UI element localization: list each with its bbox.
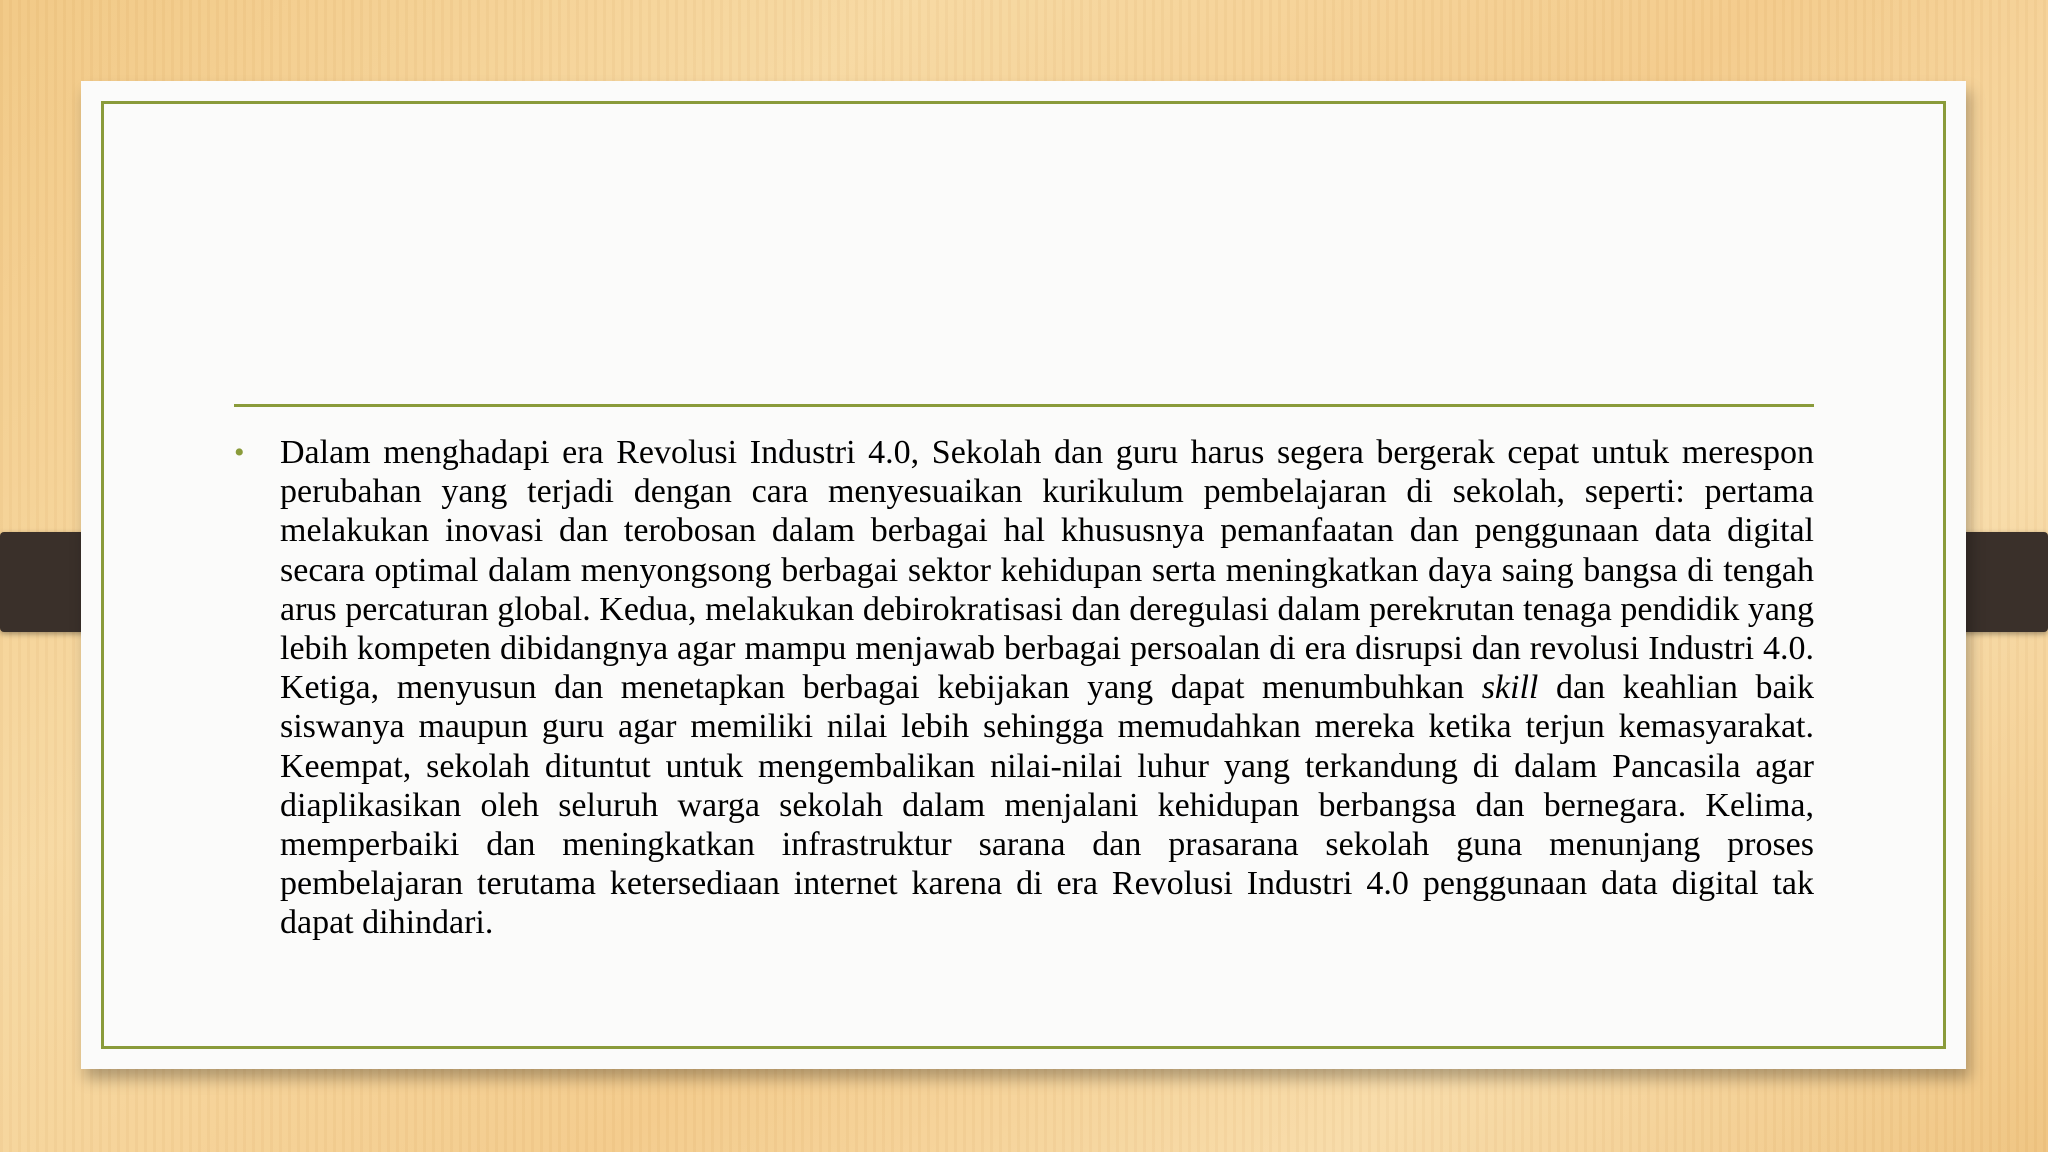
slide-content	[234, 433, 1814, 943]
slide-card	[81, 81, 1966, 1069]
paragraph-italic-term: skill	[1481, 669, 1539, 707]
title-divider-line	[234, 404, 1814, 407]
bullet-paragraph	[280, 433, 1814, 943]
bullet-item	[234, 433, 1814, 943]
paragraph-text-start: Dalam menghadapi era Revolusi Industri 4.0, Sekolah dan guru harus segera bergerak cepat untuk merespon perubahan yang terjadi dengan cara menyesuaikan kurikulum pembelajaran di sekolah, seperti: pertama melakukan inovasi dan terobosan dalam berbagai hal khususnya pemanfaatan dan penggunaan data digital secara optimal dalam menyongsong berbagai sektor kehidupan serta meningkatkan daya saing bangsa di tengah arus percaturan global. Kedua, melakukan debirokratisasi dan deregulasi dalam perekrutan tenaga pendidik yang lebih kompeten dibidangnya agar mampu menjawab berbagai persoalan di era disrupsi dan revolusi Industri 4.0. Ketiga, menyusun dan menetapkan berbagai kebijakan yang dapat menumbuhkan	[280, 434, 1814, 707]
paragraph-text-end: dan keahlian baik siswanya maupun guru agar memiliki nilai lebih sehingga memudahkan mereka ketika terjun kemasyarakat. Keempat, sekolah dituntut untuk mengembalikan nilai-nilai luhur yang terkandung di dalam Pancasila agar diaplikasikan oleh seluruh warga sekolah dalam menjalani kehidupan berbangsa dan bernegara. Kelima, memperbaiki dan meningkatkan infrastruktur sarana dan prasarana sekolah guna menunjang proses pembelajaran terutama ketersediaan internet karena di era Revolusi Industri 4.0 penggunaan data digital tak dapat dihindari.	[280, 669, 1814, 942]
bullet-icon: •	[234, 436, 245, 469]
